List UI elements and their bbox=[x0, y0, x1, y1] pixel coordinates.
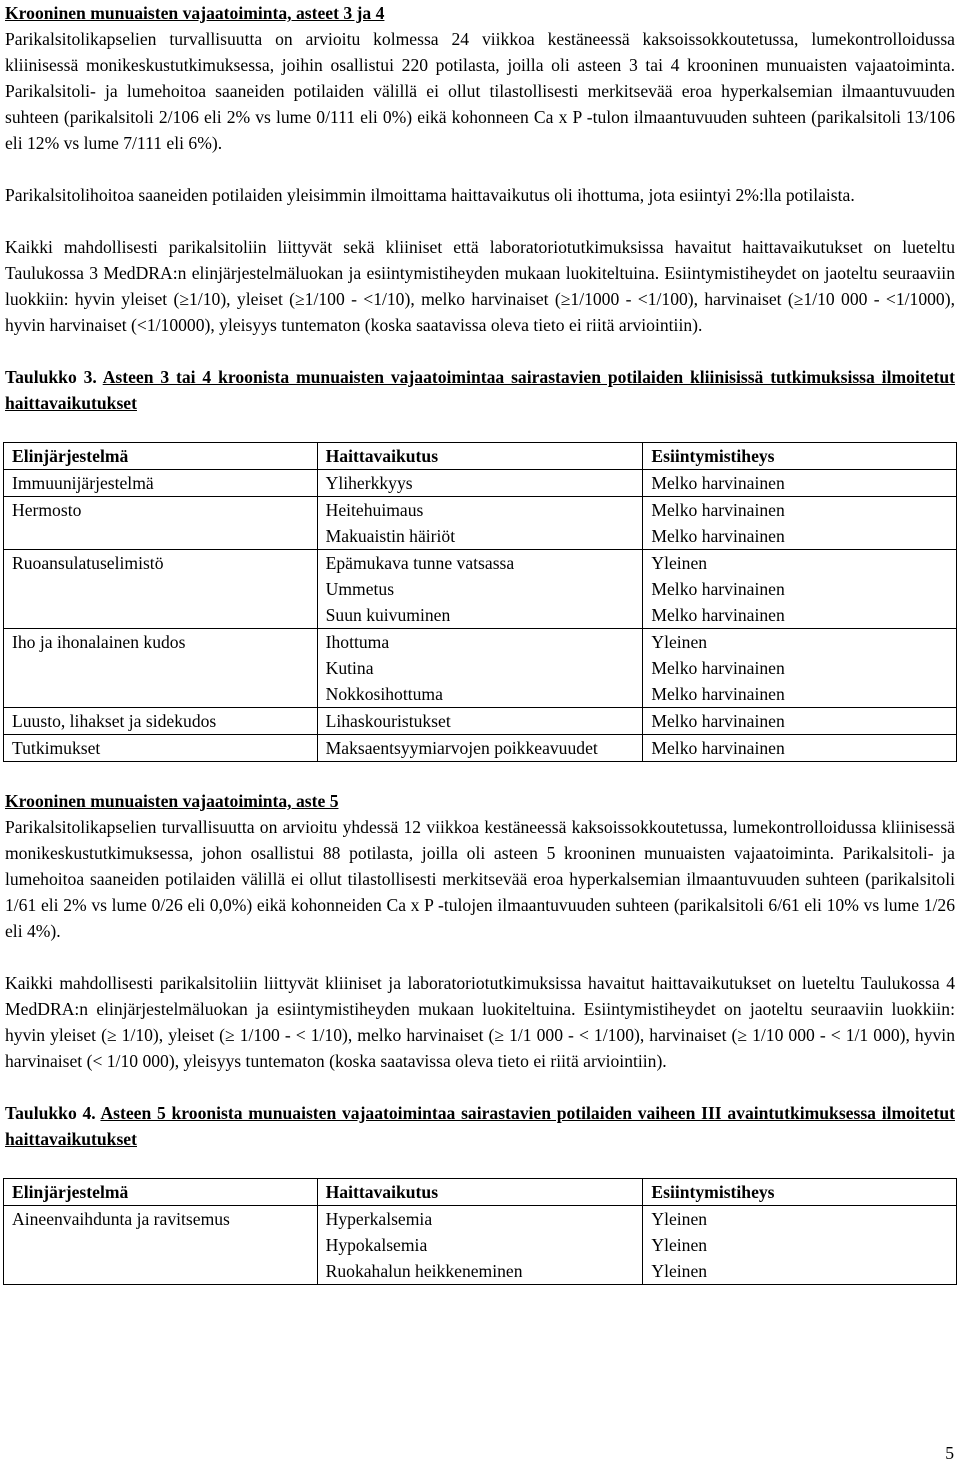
column-header-frequency: Esiintymistiheys bbox=[643, 1179, 957, 1206]
paragraph-safety-stage-3-4: Parikalsitolikapselien turvallisuutta on arvioitu kolmessa 24 viikkoa kestäneessä kaksoissokkoutetussa, lumekontrolloidussa kliinisessä monikeskustutkimuksessa, joihin osallistui 220 potilasta, joilla oli asteen 3 tai 4 krooninen munuaisten vajaatoiminta. Parikalsitoli- ja lumehoitoa saaneiden potilaiden välillä ei ollut tilastollisesti merkitsevää eroa hyperkalsemian ilmaantuvuuden suhteen (parikalsitoli 2/106 eli 2% vs lume 0/111 eli 0%) eikä kohonneen Ca x P -tulon ilmaantuvuuden suhteen (parikalsitoli 13/106 eli 12% vs lume 7/111 eli 6%). bbox=[5, 29, 955, 153]
table-header-row bbox=[4, 1179, 957, 1206]
frequency-cell bbox=[643, 470, 957, 497]
table4 bbox=[3, 1178, 957, 1285]
frequency-cell bbox=[643, 550, 957, 629]
organ-system-cell: Aineenvaihdunta ja ravitsemus bbox=[4, 1206, 318, 1285]
table3 bbox=[3, 442, 957, 762]
frequency: Yleinen bbox=[651, 632, 708, 652]
adverse-effect-cell bbox=[317, 629, 643, 708]
adverse-effect: Ihottuma bbox=[325, 632, 390, 652]
adverse-effect: Hypokalsemia bbox=[325, 1235, 428, 1255]
table4-caption bbox=[5, 1100, 955, 1152]
frequency: Melko harvinainen bbox=[651, 526, 785, 546]
adverse-effect: Nokkosihottuma bbox=[325, 684, 443, 704]
frequency-cell bbox=[643, 629, 957, 708]
adverse-effect: Ummetus bbox=[325, 579, 395, 599]
adverse-effect-cell bbox=[317, 735, 643, 762]
adverse-effect: Yliherkkyys bbox=[325, 473, 413, 493]
frequency-cell bbox=[643, 1206, 957, 1285]
document-page bbox=[5, 0, 955, 1285]
table-row bbox=[4, 708, 957, 735]
adverse-effect: Kutina bbox=[325, 658, 374, 678]
table3-caption bbox=[5, 364, 955, 416]
column-header-system: Elinjärjestelmä bbox=[4, 1179, 318, 1206]
frequency: Melko harvinainen bbox=[651, 684, 785, 704]
adverse-effect: Ruokahalun heikkeneminen bbox=[325, 1261, 523, 1281]
page-number: 5 bbox=[945, 1443, 954, 1463]
organ-system-cell: Luusto, lihakset ja sidekudos bbox=[4, 708, 318, 735]
frequency-cell bbox=[643, 497, 957, 550]
column-header-system: Elinjärjestelmä bbox=[4, 443, 318, 470]
adverse-effect: Epämukava tunne vatsassa bbox=[325, 553, 515, 573]
adverse-effect-cell bbox=[317, 470, 643, 497]
frequency-cell bbox=[643, 708, 957, 735]
table4-caption-title: Asteen 5 kroonista munuaisten vajaatoimintaa sairastavien potilaiden vaiheen III avaintutkimuksessa ilmoitetut haittavaikutukset bbox=[5, 1103, 955, 1149]
frequency: Yleinen bbox=[651, 553, 708, 573]
paragraph-safety-stage-5: Parikalsitolikapselien turvallisuutta on arvioitu yhdessä 12 viikkoa kestäneessä kaksoissokkoutetussa, lumekontrolloidussa kliinisessä monikeskustutkimuksessa, johon osallistui 88 potilasta, joilla oli asteen 5 krooninen munuaisten vajaatoiminta. Parikalsitoli- ja lumehoitoa saaneiden potilaiden välillä ei ollut tilastollisesti merkitsevää eroa hyperkalsemian ilmaantuvuuden suhteen (parikalsitoli 1/61 eli 2% vs lume 0/26 eli 0,0%) eikä kohonneiden Ca x P -tulojen ilmaantuvuuden suhteen (parikalsitoli 6/61 eli 10% vs lume 1/26 eli 4%). bbox=[5, 817, 955, 941]
frequency: Melko harvinainen bbox=[651, 711, 785, 731]
frequency: Melko harvinainen bbox=[651, 579, 785, 599]
adverse-effect: Heitehuimaus bbox=[325, 500, 424, 520]
adverse-effect: Hyperkalsemia bbox=[325, 1209, 433, 1229]
adverse-effect-cell bbox=[317, 708, 643, 735]
frequency: Melko harvinainen bbox=[651, 658, 785, 678]
table3-caption-label: Taulukko 3. bbox=[5, 367, 97, 387]
table3-caption-title: Asteen 3 tai 4 kroonista munuaisten vajaatoimintaa sairastavien potilaiden kliinisissä tutkimuksissa ilmoitetut haittavaikutukset bbox=[5, 367, 955, 413]
adverse-effect-cell bbox=[317, 497, 643, 550]
organ-system-cell: Immuunijärjestelmä bbox=[4, 470, 318, 497]
table-row bbox=[4, 629, 957, 708]
table-row bbox=[4, 1206, 957, 1285]
adverse-effect: Maksaentsyymiarvojen poikkeavuudet bbox=[325, 738, 598, 758]
organ-system-cell: Hermosto bbox=[4, 497, 318, 550]
table-header-row bbox=[4, 443, 957, 470]
table-row bbox=[4, 550, 957, 629]
frequency: Melko harvinainen bbox=[651, 473, 785, 493]
paragraph-frequency-classes-1: Kaikki mahdollisesti parikalsitoliin liittyvät sekä kliiniset että laboratoriotutkimuksissa havaitut haittavaikutukset on lueteltu Taulukossa 3 MedDRA:n elinjärjestelmäluokan ja esiintymistiheyden mukaan luokiteltuina. Esiintymistiheydet on jaoteltu seuraaviin luokkiin: hyvin yleiset (≥1/10), yleiset (≥1/100 - <1/10), melko harvinaiset (≥1/1000 - <1/100), harvinaiset (≥1/10 000 - <1/1000), hyvin harvinaiset (<1/10000), yleisyys tuntematon (koska saatavissa oleva tieto ei riitä arviointiin). bbox=[5, 237, 955, 335]
organ-system-cell: Tutkimukset bbox=[4, 735, 318, 762]
adverse-effect-cell bbox=[317, 1206, 643, 1285]
section-heading-stage-5: Krooninen munuaisten vajaatoiminta, aste 5 bbox=[5, 791, 339, 811]
table4-caption-label: Taulukko 4. bbox=[5, 1103, 96, 1123]
adverse-effect: Makuaistin häiriöt bbox=[325, 526, 456, 546]
adverse-effect: Lihaskouristukset bbox=[325, 711, 451, 731]
organ-system-cell: Iho ja ihonalainen kudos bbox=[4, 629, 318, 708]
frequency: Yleinen bbox=[651, 1235, 708, 1255]
frequency: Yleinen bbox=[651, 1261, 708, 1281]
frequency: Melko harvinainen bbox=[651, 605, 785, 625]
frequency: Yleinen bbox=[651, 1209, 708, 1229]
paragraph-rash: Parikalsitolihoitoa saaneiden potilaiden yleisimmin ilmoittama haittavaikutus oli ihottuma, jota esiintyi 2%:lla potilaista. bbox=[5, 185, 855, 205]
column-header-frequency: Esiintymistiheys bbox=[643, 443, 957, 470]
frequency: Melko harvinainen bbox=[651, 500, 785, 520]
adverse-effect: Suun kuivuminen bbox=[325, 605, 451, 625]
table-row bbox=[4, 735, 957, 762]
column-header-effect: Haittavaikutus bbox=[317, 443, 643, 470]
organ-system-cell: Ruoansulatuselimistö bbox=[4, 550, 318, 629]
section-heading-stage-3-4: Krooninen munuaisten vajaatoiminta, asteet 3 ja 4 bbox=[5, 3, 385, 23]
frequency: Melko harvinainen bbox=[651, 738, 785, 758]
paragraph-frequency-classes-2: Kaikki mahdollisesti parikalsitoliin liittyvät kliiniset ja laboratoriotutkimuksissa havaitut haittavaikutukset on lueteltu Taulukossa 4 MedDRA:n elinjärjestelmäluokan ja esiintymistiheyden mukaan luokiteltuina. Esiintymistiheydet on jaoteltu seuraaviin luokkiin: hyvin yleiset (≥ 1/10), yleiset (≥ 1/100 - < 1/10), melko harvinaiset (≥ 1/1 000 - < 1/100), harvinaiset (≥ 1/10 000 - < 1/1 000), hyvin harvinaiset (< 1/10 000), yleisyys tuntematon (koska saatavissa oleva tieto ei riitä arviointiin). bbox=[5, 973, 955, 1071]
frequency-cell bbox=[643, 735, 957, 762]
column-header-effect: Haittavaikutus bbox=[317, 1179, 643, 1206]
table-row bbox=[4, 470, 957, 497]
table-row bbox=[4, 497, 957, 550]
adverse-effect-cell bbox=[317, 550, 643, 629]
